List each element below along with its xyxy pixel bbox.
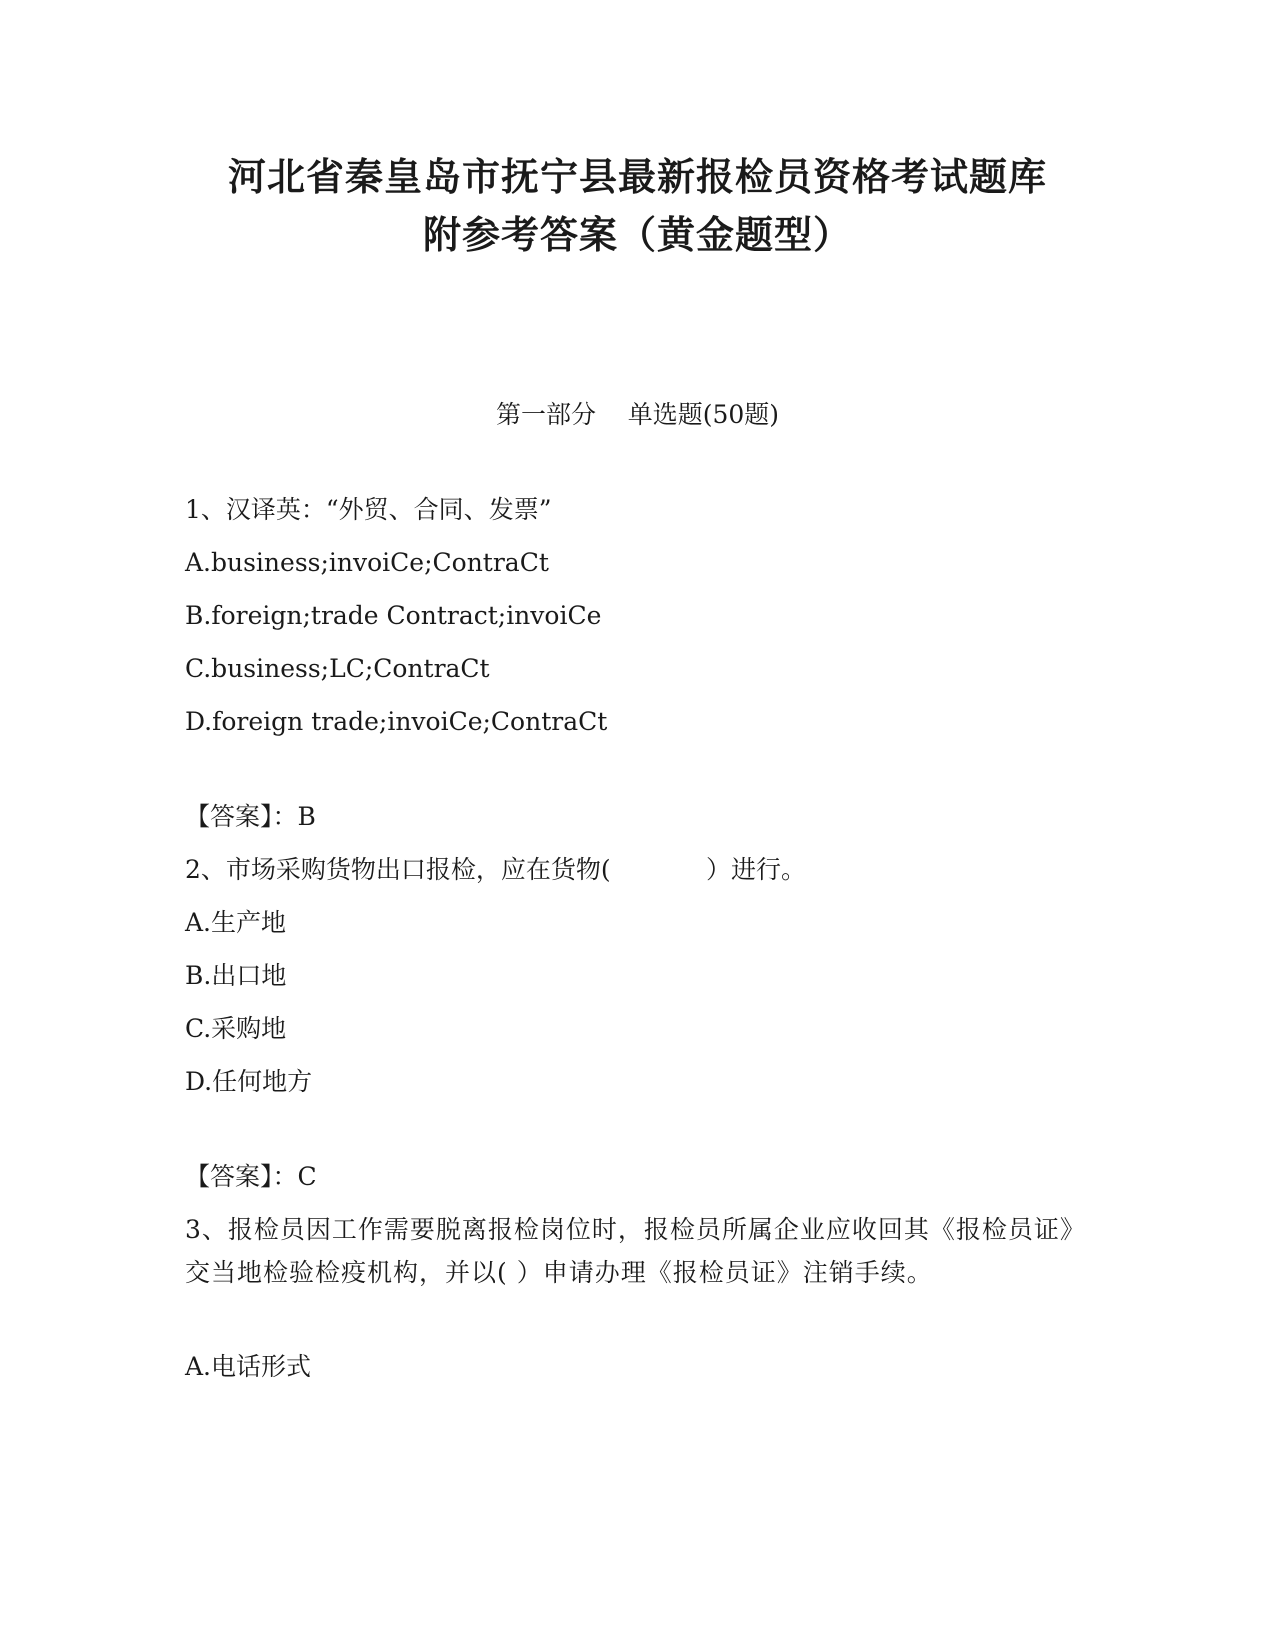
question-1-option-a: A.business;invoiCe;ContraCt	[185, 548, 549, 577]
question-1-option-d: D.foreign trade;invoiCe;ContraCt	[185, 707, 608, 736]
question-2-option-b: B.出口地	[185, 961, 287, 990]
question-1-stem: 1、汉译英：“外贸、合同、发票”	[185, 495, 552, 524]
question-2-stem: 2、市场采购货物出口报检，应在货物( ）进行。	[185, 855, 807, 884]
question-1-answer: 【答案】：B	[185, 802, 316, 831]
question-2-option-d: D.任何地方	[185, 1067, 313, 1096]
document-title-line-1: 河北省秦皇岛市抚宁县最新报检员资格考试题库	[227, 155, 1047, 199]
question-2-option-c: C.采购地	[185, 1014, 287, 1043]
section-heading: 第一部分 单选题(50题)	[495, 400, 780, 429]
question-2-option-a: A.生产地	[185, 908, 287, 937]
question-2-answer: 【答案】：C	[185, 1162, 317, 1191]
question-3-option-a: A.电话形式	[185, 1352, 312, 1381]
question-1-option-c: C.business;LC;ContraCt	[185, 654, 490, 683]
question-1-option-b: B.foreign;trade Contract;invoiCe	[185, 601, 602, 630]
document-title-line-2: 附参考答案（黄金题型）	[422, 213, 852, 257]
question-3-stem: 3、报检员因工作需要脱离报检岗位时，报检员所属企业应收回其《报检员证》交当地检验检疫机构，并以( ）申请办理《报检员证》注销手续。	[185, 1215, 1074, 1287]
